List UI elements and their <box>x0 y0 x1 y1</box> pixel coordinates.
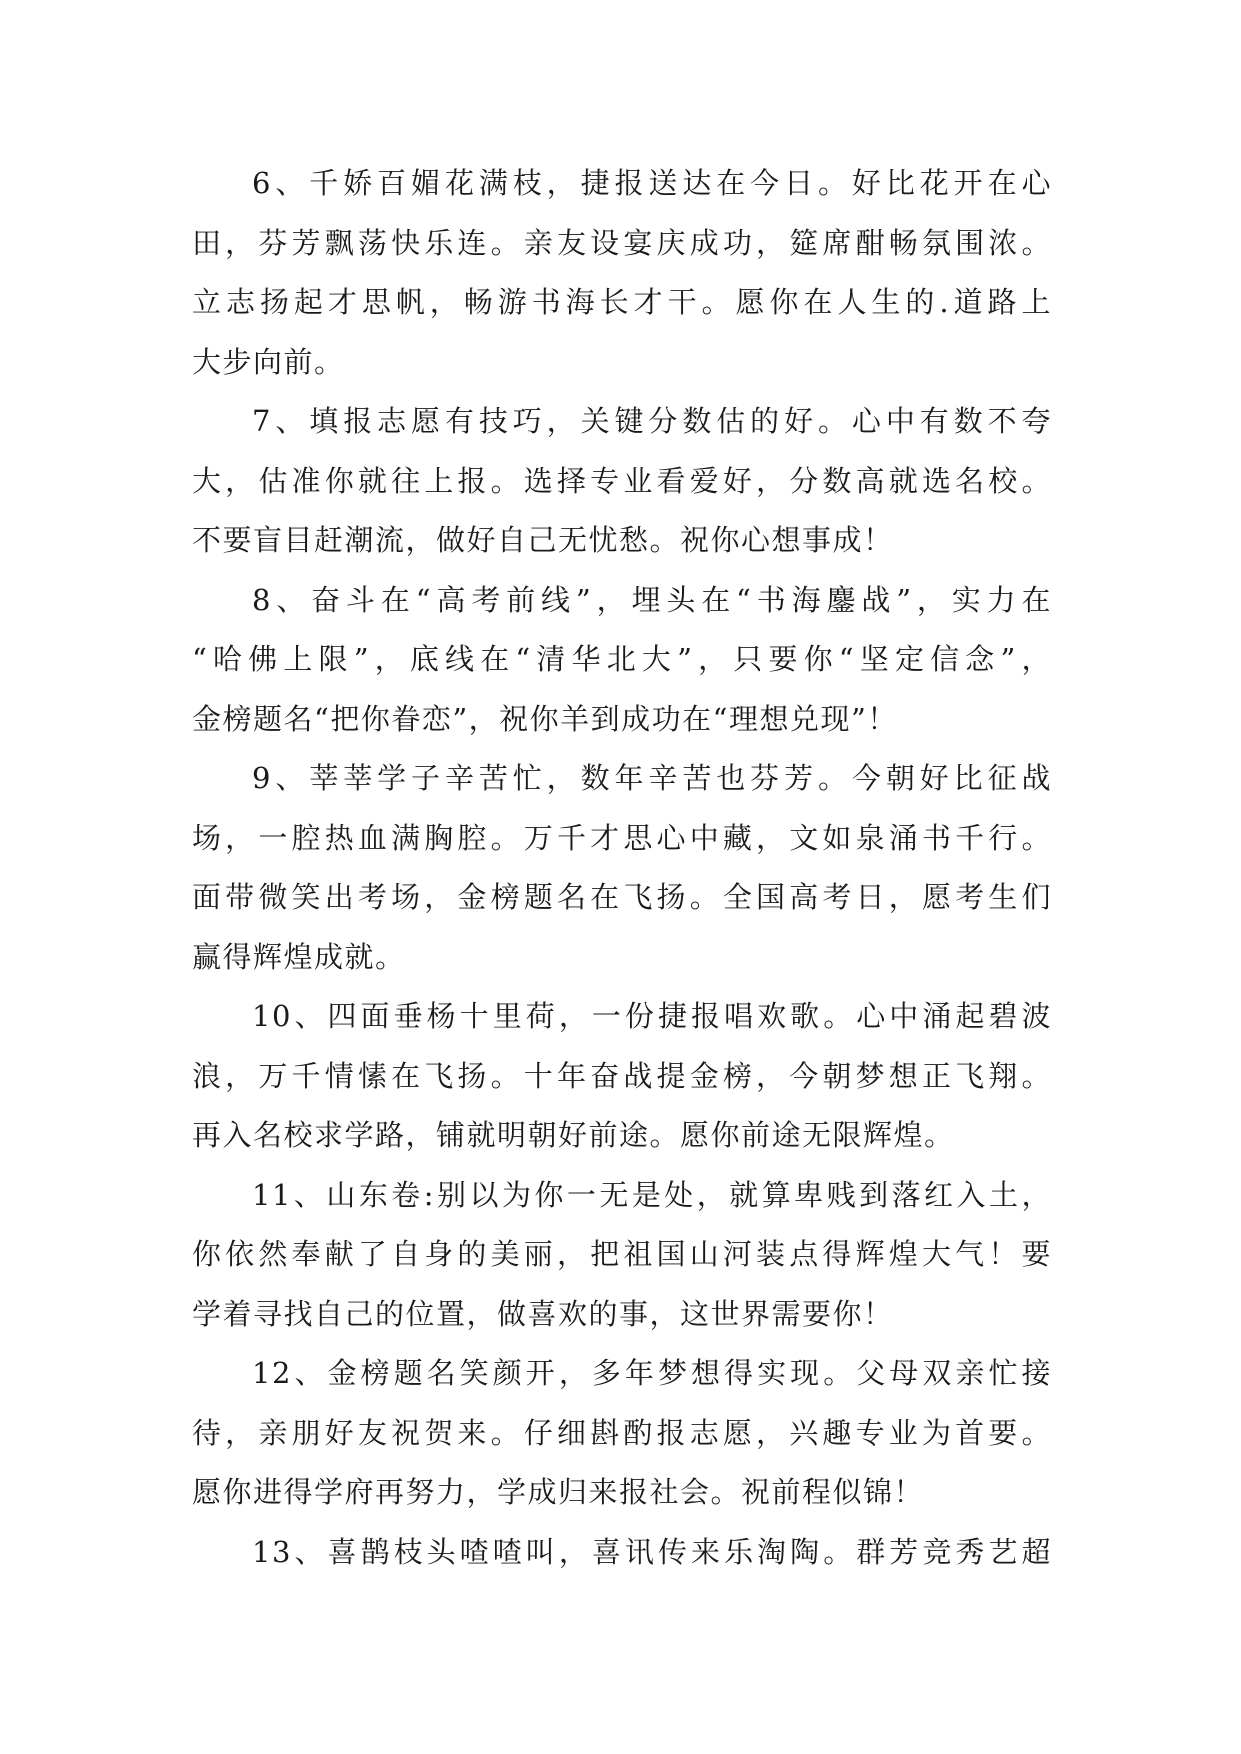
paragraph-9 <box>192 755 1052 993</box>
text-line: 场，一腔热血满胸腔。万千才思心中藏，文如泉涌书千行。 <box>192 820 1052 855</box>
paragraph-10 <box>192 993 1052 1172</box>
text-line: 你依然奉献了自身的美丽，把祖国山河装点得辉煌大气！要 <box>192 1237 1052 1271</box>
text-line: 11、山东卷:别以为你一无是处，就算卑贱到落红入土， <box>252 1177 1052 1212</box>
paragraph-11 <box>192 1172 1052 1351</box>
text-line: 待，亲朋好友祝贺来。仔细斟酌报志愿，兴趣专业为首要。 <box>192 1415 1052 1450</box>
text-line: 学着寻找自己的位置，做喜欢的事，这世界需要你！ <box>192 1296 894 1331</box>
text-line: 9、莘莘学子辛苦忙，数年辛苦也芬芳。今朝好比征战 <box>252 761 1052 795</box>
document-body <box>192 160 1052 1588</box>
text-line: 12、金榜题名笑颜开，多年梦想得实现。父母双亲忙接 <box>252 1356 1052 1390</box>
text-line: 大，估准你就往上报。选择专业看爱好，分数高就选名校。 <box>192 463 1052 498</box>
paragraph-12 <box>192 1350 1052 1529</box>
text-line: 10、四面垂杨十里荷，一份捷报唱欢歌。心中涌起碧波 <box>252 999 1052 1033</box>
text-line: 立志扬起才思帆，畅游书海长才干。愿你在人生的.道路上 <box>192 285 1052 319</box>
text-line: 赢得辉煌成就。 <box>192 939 406 974</box>
text-line: 13、喜鹊枝头喳喳叫，喜讯传来乐淘陶。群芳竞秀艺超 <box>252 1534 1052 1569</box>
paragraph-8 <box>192 577 1052 756</box>
text-line: 不要盲目赶潮流，做好自己无忧愁。祝你心想事成！ <box>192 523 894 557</box>
paragraph-7 <box>192 398 1052 577</box>
text-line: 大步向前。 <box>192 344 345 379</box>
text-line: “哈佛上限”，底线在“清华北大”，只要你“坚定信念”， <box>192 642 1052 676</box>
text-line: 6、千娇百媚花满枝，捷报送达在今日。好比花开在心 <box>252 166 1052 200</box>
text-line: 再入名校求学路，铺就明朝好前途。愿你前途无限辉煌。 <box>192 1118 955 1152</box>
paragraph-13 <box>192 1529 1052 1589</box>
text-line: 愿你进得学府再努力，学成归来报社会。祝前程似锦！ <box>192 1475 925 1509</box>
paragraph-6 <box>192 160 1052 398</box>
text-line: 浪，万千情愫在飞扬。十年奋战提金榜，今朝梦想正飞翔。 <box>192 1058 1052 1093</box>
text-line: 面带微笑出考场，金榜题名在飞扬。全国高考日，愿考生们 <box>192 880 1052 914</box>
text-line: 7、填报志愿有技巧，关键分数估的好。心中有数不夸 <box>252 404 1052 438</box>
text-line: 田，芬芳飘荡快乐连。亲友设宴庆成功，筵席酣畅氛围浓。 <box>192 225 1052 260</box>
text-line: 金榜题名“把你眷恋”，祝你羊到成功在“理想兑现”！ <box>192 701 898 736</box>
text-line: 8、奋斗在“高考前线”，埋头在“书海鏖战”，实力在 <box>252 582 1052 617</box>
